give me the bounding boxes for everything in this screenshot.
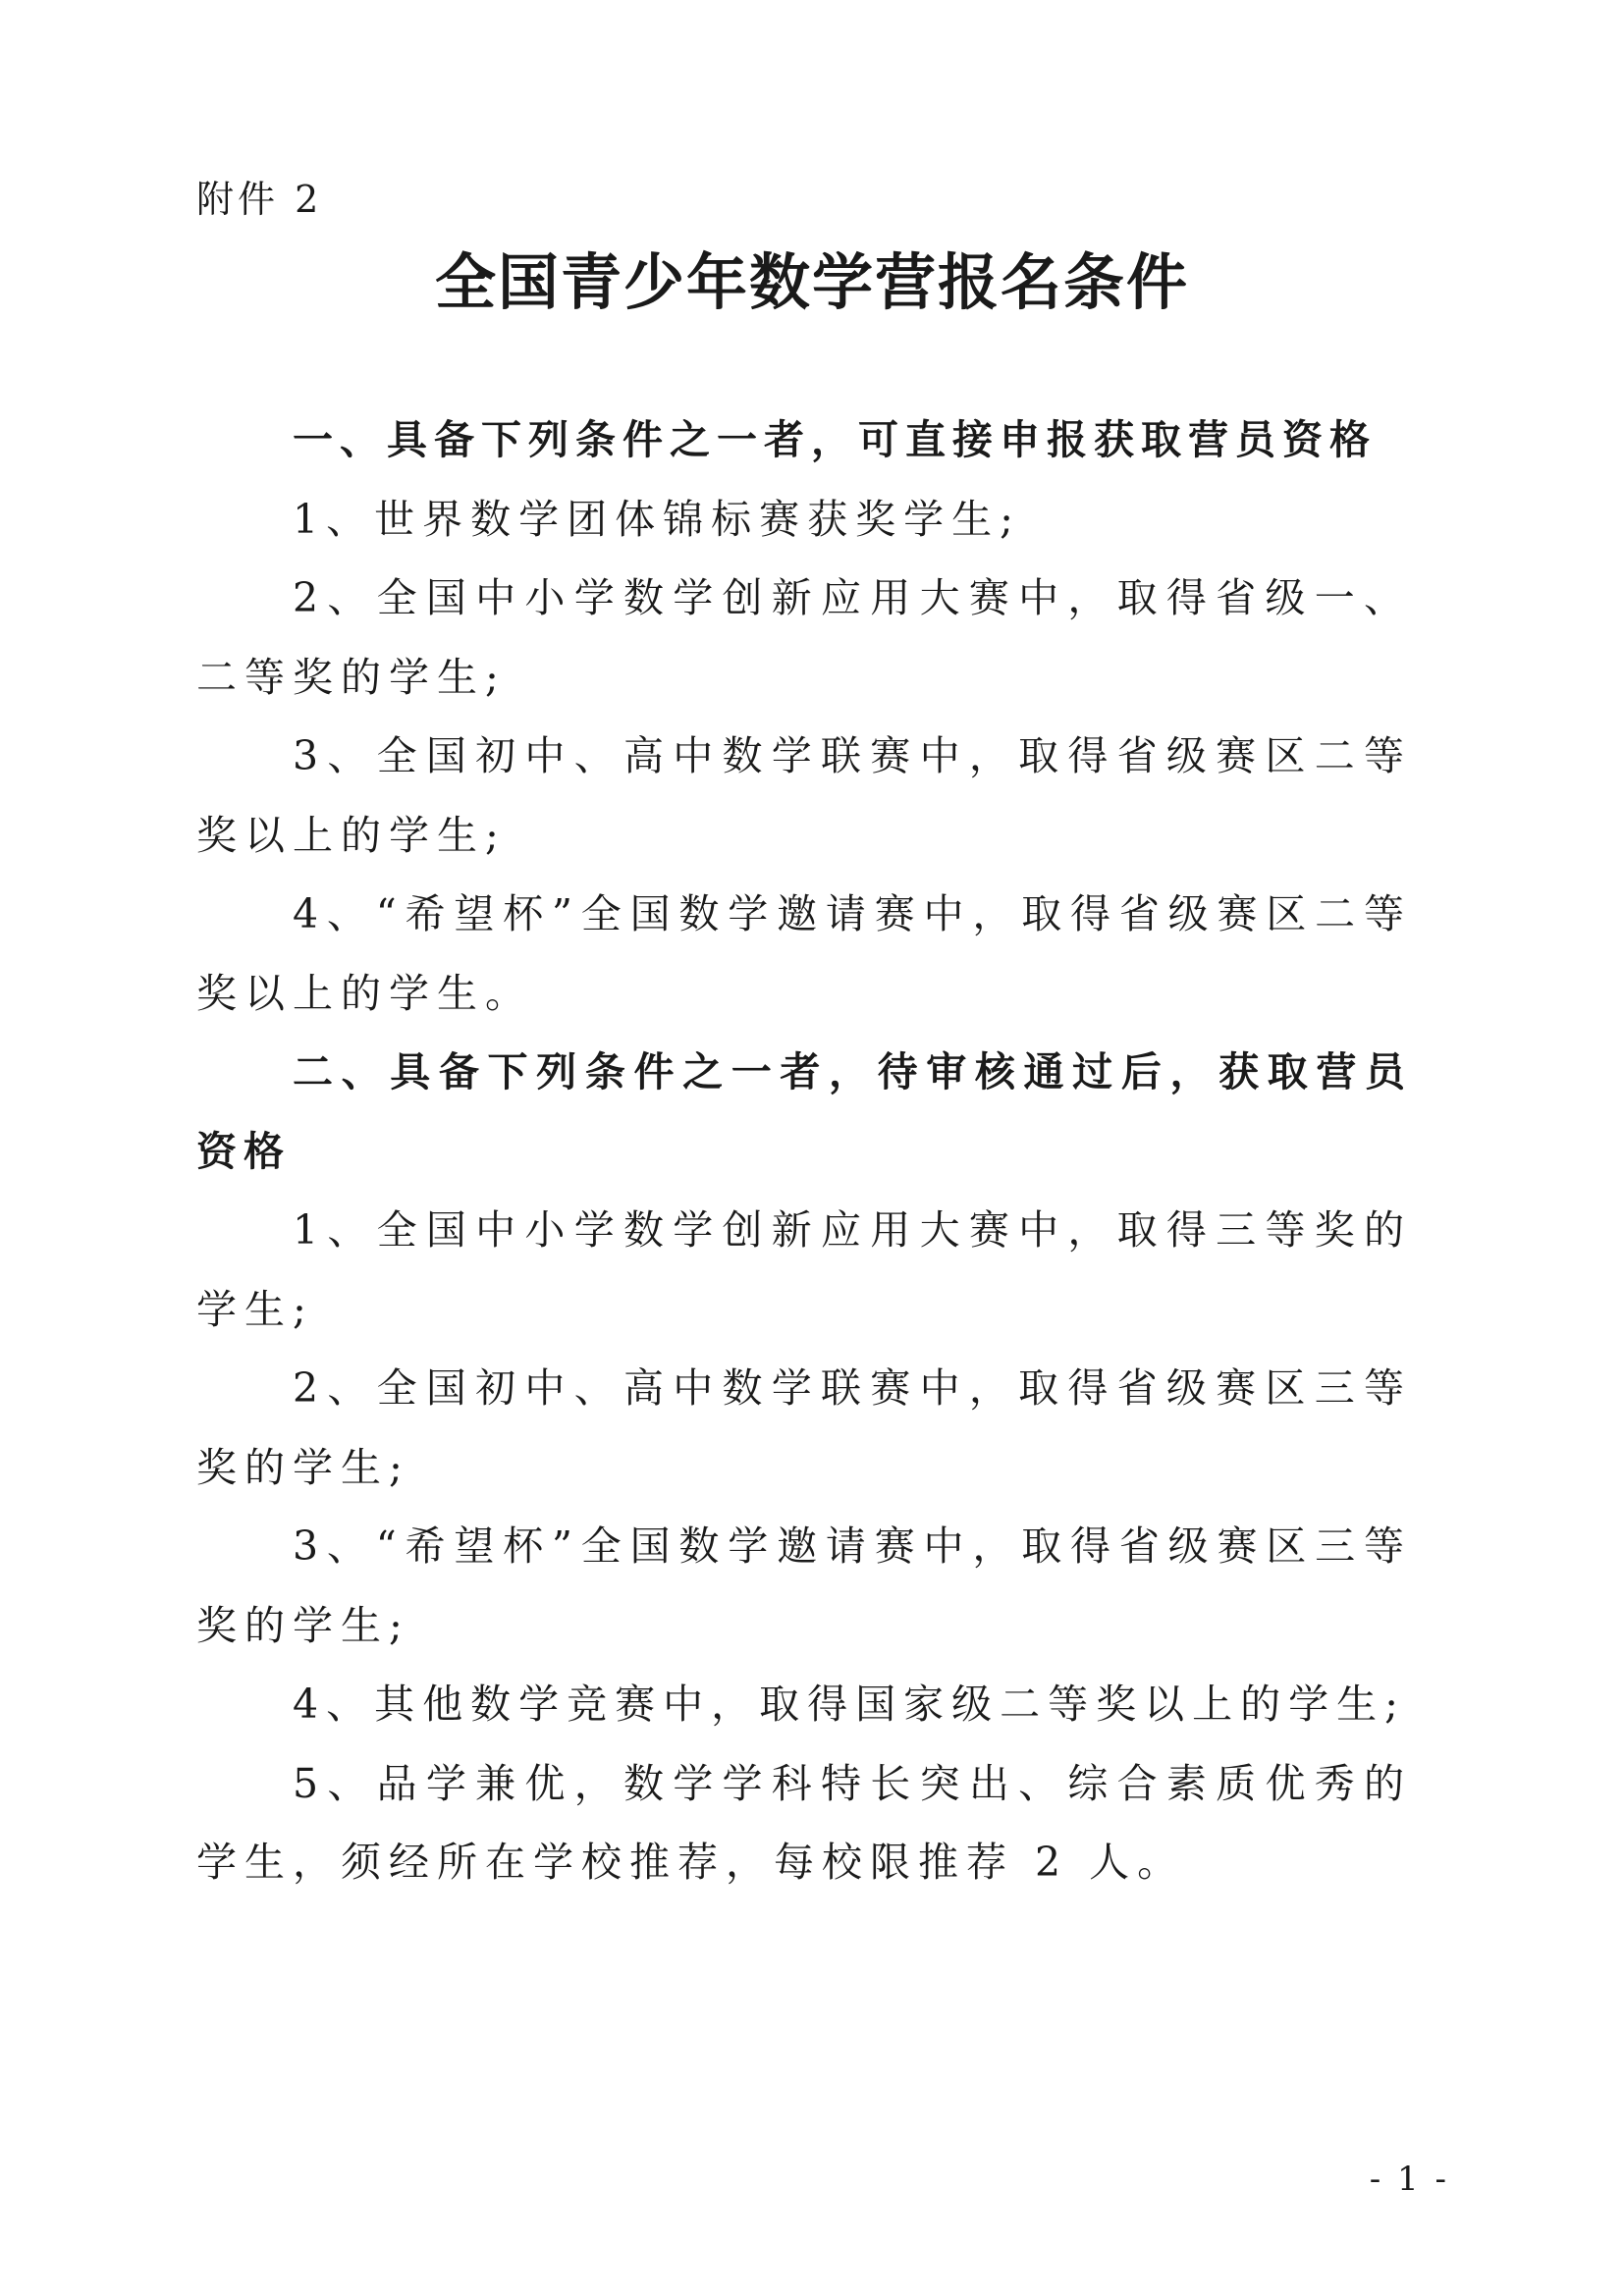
section-1-item-4: 4、“希望杯”全国数学邀请赛中，取得省级赛区二等奖以上的学生。 [196, 890, 1412, 1017]
section-2-item-4: 4、其他数学竞赛中，取得国家级二等奖以上的学生; [293, 1681, 1406, 1728]
section-1-item-3: 3、全国初中、高中数学联赛中，取得省级赛区二等奖以上的学生; [196, 732, 1412, 859]
section-1-item-2: 2、全国中小学数学创新应用大赛中，取得省级一、二等奖的学生; [196, 574, 1412, 701]
page-number: - 1 - [1369, 2160, 1449, 2199]
section-1-item-1: 1、世界数学团体锦标赛获奖学生; [293, 495, 1021, 543]
section-heading-1: 一、具备下列条件之一者，可直接申报获取营员资格 [293, 416, 1377, 463]
document-title: 全国青少年数学营报名条件 [434, 246, 1189, 318]
attachment-label: 附件 2 [196, 178, 323, 221]
document-body [196, 400, 1412, 1902]
section-2-item-2: 2、全国初中、高中数学联赛中，取得省级赛区三等奖的学生; [196, 1364, 1412, 1491]
section-2-item-3: 3、“希望杯”全国数学邀请赛中，取得省级赛区三等奖的学生; [196, 1522, 1412, 1649]
section-heading-2: 二、具备下列条件之一者，待审核通过后，获取营员资格 [196, 1048, 1412, 1175]
section-2-item-1: 1、全国中小学数学创新应用大赛中，取得三等奖的学生; [196, 1206, 1412, 1333]
section-2-item-5: 5、品学兼优，数学学科特长突出、综合素质优秀的学生，须经所在学校推荐，每校限推荐 2 人。 [196, 1759, 1412, 1886]
